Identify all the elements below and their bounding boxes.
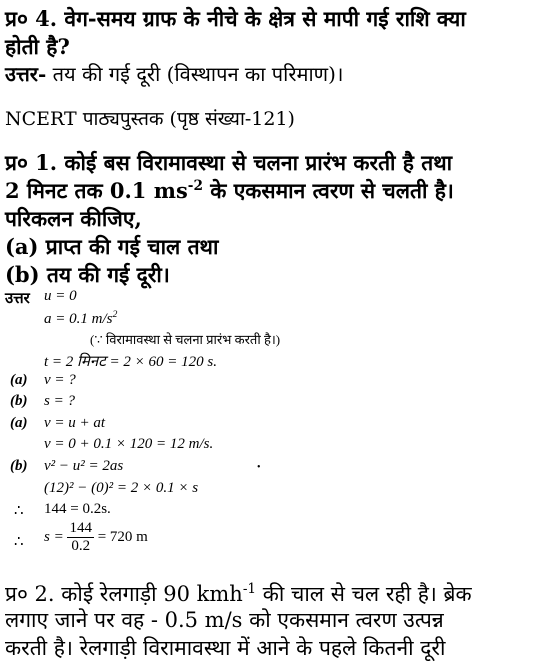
q2-line1-post: की चाल से चल रही है। ब्रेक — [256, 582, 472, 606]
question-2-line-3: करती है। रेलगाड़ी विरामावस्था में आने के पहले कितनी दूरी — [5, 636, 446, 660]
sol-b2-label: (b) — [10, 458, 28, 474]
sol-a2-label: (a) — [10, 415, 28, 431]
sol-b2-eq2: (12)² − (0)² = 2 × 0.1 × s — [44, 480, 199, 496]
question-1-part-a: (a) प्राप्त की गई चाल तथा — [5, 234, 219, 259]
question-4-line-2: होती है? — [5, 34, 70, 59]
sol-b-eq: s = ? — [44, 393, 75, 409]
q1-line2-sup: -2 — [187, 178, 203, 194]
answer-4-text: तय की गई दूरी (विस्थापन का परिमाण)। — [46, 62, 344, 86]
sol-b-label: (b) — [10, 393, 28, 409]
ncert-heading: NCERT पाठ्यपुस्तक (पृष्ठ संख्या-121) — [5, 108, 295, 130]
solution-line-a — [44, 309, 117, 328]
stray-mark: • — [257, 462, 261, 473]
question-2-line-1 — [5, 583, 472, 605]
solution-note: (∵ विरामावस्था से चलना प्रारंभ करती है।) — [90, 332, 281, 347]
sol-s-pre: s = — [44, 528, 64, 545]
question-2-line-2: लगाए जाने पर वह - 0.5 m/s को एकसमान त्वरण उत्पन्न — [5, 608, 444, 632]
sol-a-label: (a) — [10, 372, 28, 388]
q2-line1-sup: -1 — [242, 581, 257, 597]
q1-line2-pre: 2 मिनट तक 0.1 ms — [5, 178, 188, 203]
solution-line-a-pre: a = 0.1 m/s — [44, 311, 113, 327]
solution-line-a-sup: 2 — [112, 309, 118, 320]
sol-s-fraction-line — [44, 520, 148, 555]
sol-b2-eq3: 144 = 0.2s. — [44, 501, 111, 517]
answer-4-label: उत्तर- — [5, 62, 47, 86]
q2-line1-pre: प्र० 2. कोई रेलगाड़ी 90 kmh — [5, 582, 243, 606]
sol-a2-eq1: v = u + at — [44, 415, 106, 431]
sol-s-denominator: 0.2 — [71, 538, 91, 554]
sol-a-eq: v = ? — [44, 372, 76, 388]
question-1-line-2 — [5, 180, 454, 201]
sol-s-fraction — [67, 520, 94, 555]
sol-a2-eq2: v = 0 + 0.1 × 120 = 12 m/s. — [44, 436, 214, 452]
solution-line-u: u = 0 — [44, 288, 77, 304]
question-1-part-b: (b) तय की गई दूरी। — [5, 262, 170, 287]
therefore-symbol-1: ∴ — [14, 503, 24, 519]
sol-s-post: = 720 m — [97, 528, 148, 545]
sol-b2-eq1: v² − u² = 2as — [44, 458, 124, 474]
q1-line2-post: के एकसमान त्वरण से चलती है। — [202, 178, 454, 203]
question-4-line-1: प्र० 4. वेग-समय ग्राफ के नीचे के क्षेत्र से मापी गई राशि क्या — [5, 6, 466, 31]
sol-s-numerator: 144 — [69, 520, 92, 536]
solution-label: उत्तर — [5, 291, 30, 307]
solution-line-t: t = 2 मिनट = 2 × 60 = 120 s. — [44, 354, 217, 370]
therefore-symbol-2: ∴ — [14, 534, 24, 550]
question-1-line-3: परिकलन कीजिए, — [5, 206, 142, 231]
answer-4 — [5, 64, 344, 84]
question-1-line-1: प्र० 1. कोई बस विरामावस्था से चलना प्रारंभ करती है तथा — [5, 150, 453, 175]
